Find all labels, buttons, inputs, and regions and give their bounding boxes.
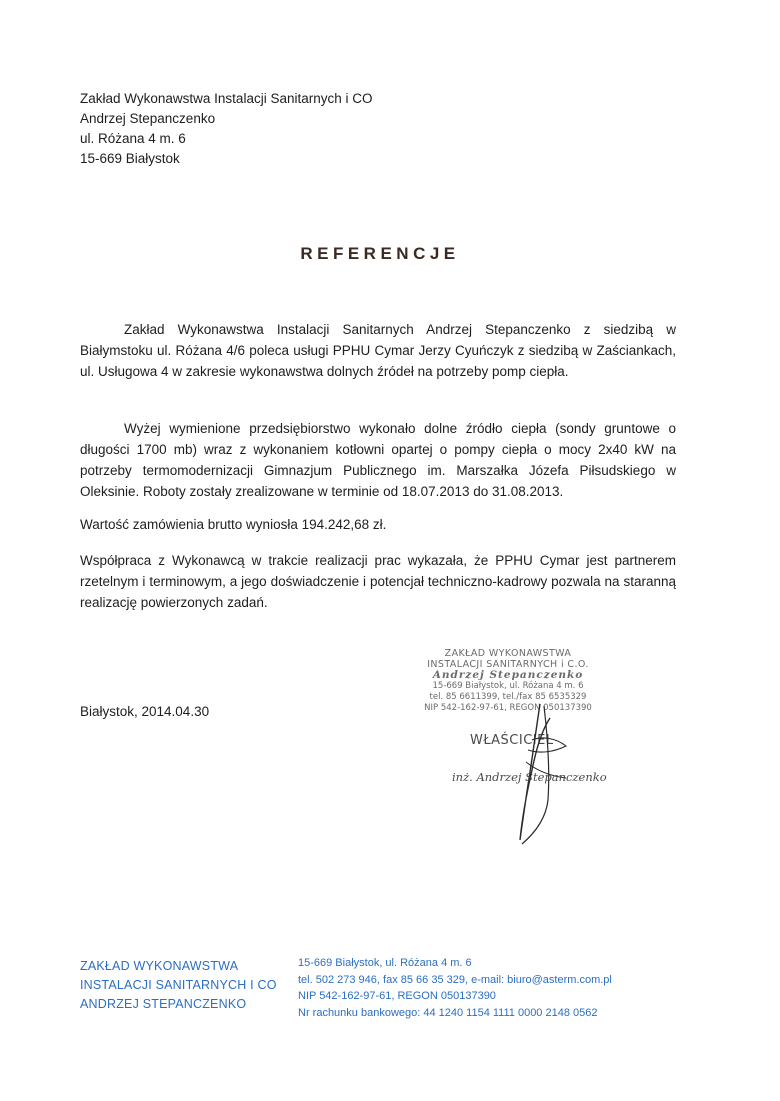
footer-company-line-3: ANDRZEJ STEPANCZENKO — [80, 997, 247, 1011]
stamp-line-6: NIP 542-162-97-61, REGON 050137390 — [424, 703, 592, 713]
body-paragraph-1: Zakład Wykonawstwa Instalacji Sanitarnych Andrzej Stepanczenko z siedzibą w Białymstoku ul. Różana 4/6 poleca usługi PPHU Cymar Jerzy Cyuńczyk z siedzibą w Zaściankach, ul. Usługowa 4 w zakresie wykonawstwa dolnych źródeł na potrzeby pomp ciepła. — [80, 322, 676, 379]
footer-tax-ids: NIP 542-162-97-61, REGON 050137390 — [298, 990, 496, 1002]
body-paragraph-2: Wyżej wymienione przedsiębiorstwo wykonało dolne źródło ciepła (sondy gruntowe o długości 1700 mb) wraz z wykonaniem kotłowni opartej o pompy ciepła o mocy 2x40 kW na potrzeby termomodernizacji Gimnazjum Publicznego im. Marszałka Józefa Piłsudskiego w Oleksinie. Roboty zostały zrealizowane w terminie od 18.07.2013 do 31.08.2013. — [80, 421, 676, 499]
stamp-line-2: INSTALACJI SANITARNYCH i C.O. — [427, 659, 589, 670]
document-title: REFERENCJE — [300, 244, 460, 263]
sender-address — [80, 89, 373, 169]
stamp-line-1: ZAKŁAD WYKONAWSTWA — [444, 648, 572, 659]
stamp-line-5: tel. 85 6611399, tel./fax 85 6535329 — [429, 692, 587, 702]
owner-stamp: WŁAŚCICIEL — [470, 733, 554, 748]
body-paragraph-3: Wartość zamówienia brutto wyniosła 194.242,68 zł. — [80, 517, 387, 532]
footer-bank-account: Nr rachunku bankowego: 44 1240 1154 1111 0000 2148 0562 — [298, 1006, 598, 1019]
sender-city: 15-669 Białystok — [80, 151, 180, 166]
footer-address: 15-669 Białystok, ul. Różana 4 m. 6 — [298, 957, 472, 969]
body-paragraph-4: Współpraca z Wykonawcą w trakcie realizacji prac wykazała, że PPHU Cymar jest partnerem rzetelnym i terminowym, a jego doświadczenie i potencjał techniczno-kadrowy pozwala na staranną realizację powierzonych zadań. — [80, 553, 676, 610]
signatory-name: inż. Andrzej Stepanczenko — [452, 770, 607, 784]
sender-owner: Andrzej Stepanczenko — [80, 111, 216, 126]
footer-company — [80, 957, 277, 1014]
stamp-line-4: 15-669 Białystok, ul. Różana 4 m. 6 — [432, 681, 584, 691]
sender-street: ul. Różana 4 m. 6 — [80, 131, 186, 146]
place-date: Białystok, 2014.04.30 — [80, 704, 210, 719]
stamp-line-3: Andrzej Stepanczenko — [432, 669, 584, 681]
footer-contact — [298, 955, 612, 1021]
sender-company: Zakład Wykonawstwa Instalacji Sanitarnych i CO — [80, 91, 373, 106]
footer-phone-email: tel. 502 273 946, fax 85 66 35 329, e-mail: biuro@asterm.com.pl — [298, 973, 612, 986]
footer-company-line-1: ZAKŁAD WYKONAWSTWA — [80, 959, 239, 973]
footer-company-line-2: INSTALACJI SANITARNYCH I CO — [80, 978, 277, 992]
